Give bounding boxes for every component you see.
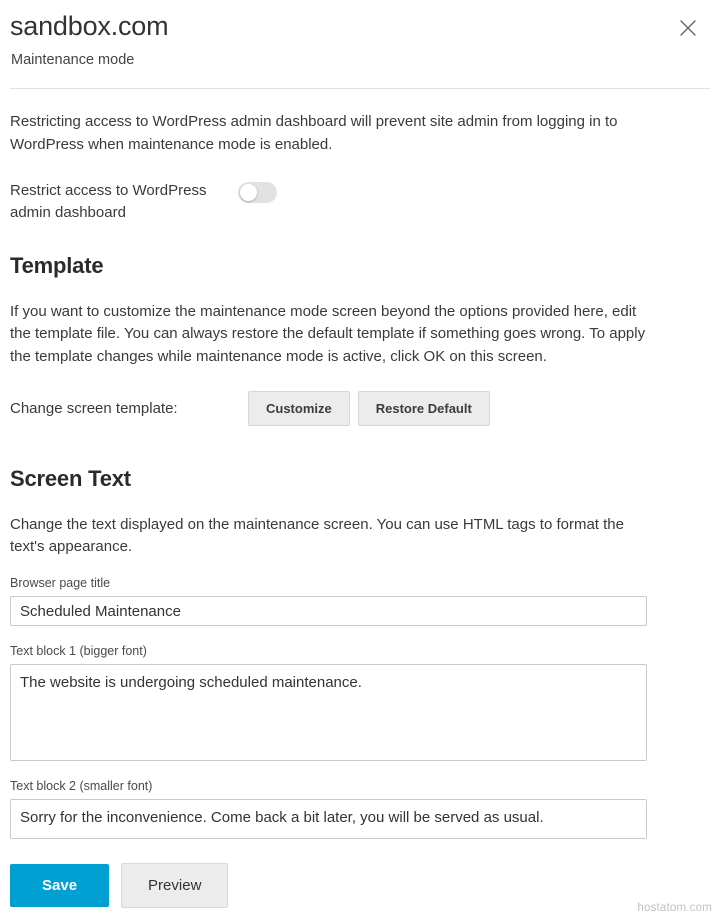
change-template-label: Change screen template: xyxy=(10,399,178,417)
preview-button[interactable]: Preview xyxy=(121,863,228,908)
restrict-description: Restricting access to WordPress admin dashboard will prevent site admin from logging in to WordPress when maintenance mode is enabled. xyxy=(10,113,618,153)
restrict-access-row xyxy=(10,180,710,224)
customize-button[interactable]: Customize xyxy=(248,391,350,426)
dialog-footer xyxy=(0,850,720,919)
browser-page-title-input[interactable] xyxy=(10,596,647,626)
restrict-access-toggle[interactable] xyxy=(238,182,277,203)
browser-page-title-label: Browser page title xyxy=(10,576,111,591)
text-block-1-label: Text block 1 (bigger font) xyxy=(10,644,147,659)
dialog-body xyxy=(0,89,720,859)
template-heading: Template xyxy=(10,253,104,279)
save-button[interactable]: Save xyxy=(10,864,109,907)
text-block-1-input[interactable] xyxy=(10,664,647,761)
page-title: sandbox.com xyxy=(10,11,169,41)
dialog-header xyxy=(0,0,720,68)
change-template-row xyxy=(10,391,710,426)
toggle-knob xyxy=(240,184,257,201)
dialog-subtitle: Maintenance mode xyxy=(11,52,135,69)
template-description: If you want to customize the maintenance mode screen beyond the options provided here, edit the template file. You can always restore the default template if something goes wrong. To apply the template changes while maintenance mode is active, click OK on this screen. xyxy=(10,303,646,365)
restrict-access-label: Restrict access to WordPress admin dashboard xyxy=(10,181,207,221)
restore-default-button[interactable]: Restore Default xyxy=(358,391,490,426)
text-block-2-input[interactable] xyxy=(10,799,647,839)
title-row xyxy=(10,10,700,42)
close-icon[interactable] xyxy=(676,16,700,40)
text-block-2-label: Text block 2 (smaller font) xyxy=(10,779,153,794)
watermark: hostatom.com xyxy=(637,902,712,914)
screen-text-heading: Screen Text xyxy=(10,465,131,491)
screen-text-description: Change the text displayed on the maintenance screen. You can use HTML tags to format the text's appearance. xyxy=(10,515,624,556)
